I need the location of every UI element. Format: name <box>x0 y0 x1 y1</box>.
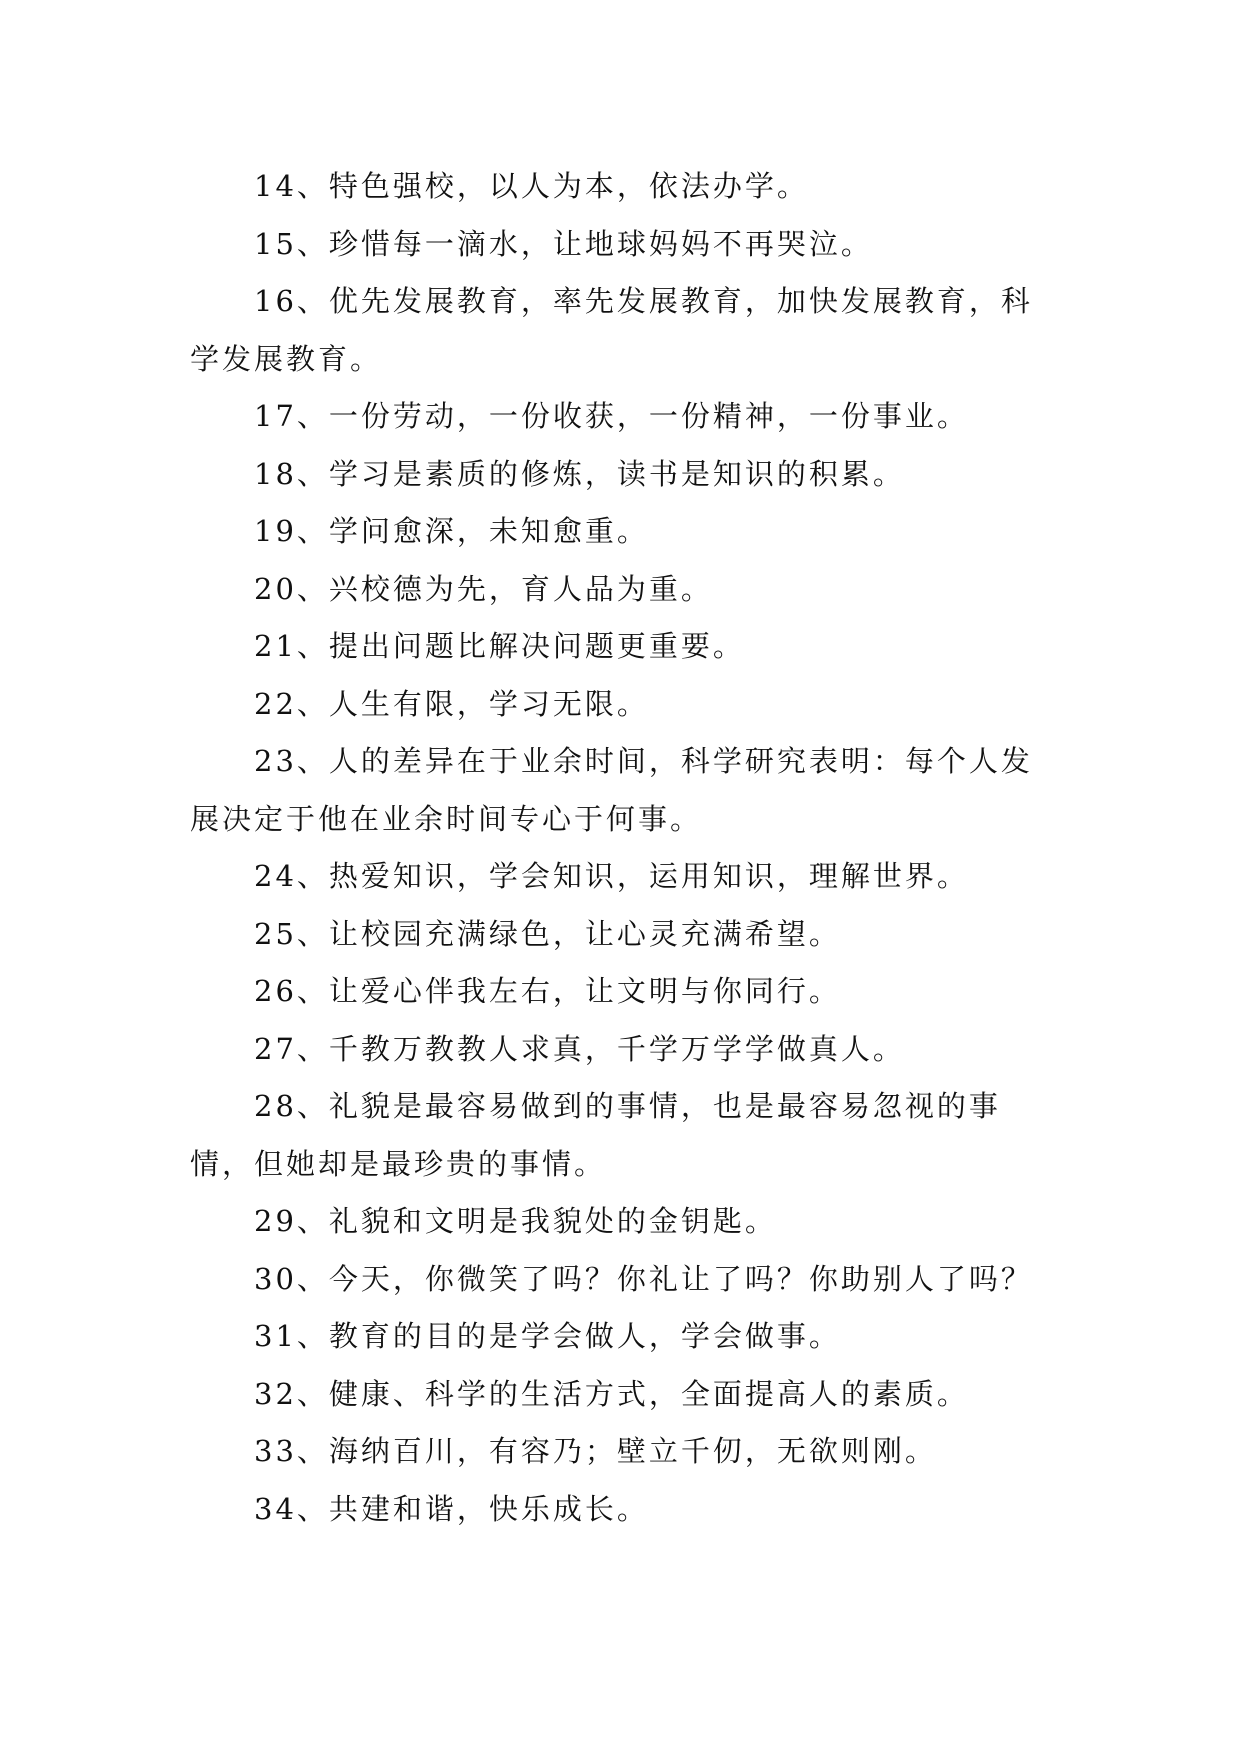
paragraph-21: 21、提出问题比解决问题更重要。 <box>254 629 745 663</box>
paragraph-15: 15、珍惜每一滴水，让地球妈妈不再哭泣。 <box>254 226 873 261</box>
paragraph-30: 30、今天，你微笑了吗？你礼让了吗？你助别人了吗？ <box>254 1261 1033 1296</box>
paragraph-16: 16、优先发展教育，率先发展教育，加快发展教育，科学发展教育。 <box>190 284 1033 376</box>
paragraph-24: 24、热爱知识，学会知识，运用知识，理解世界。 <box>254 859 969 893</box>
paragraph-29: 29、礼貌和文明是我貌处的金钥匙。 <box>254 1204 777 1238</box>
paragraph-26: 26、让爱心伴我左右，让文明与你同行。 <box>254 974 841 1008</box>
paragraph-34: 34、共建和谐，快乐成长。 <box>254 1491 649 1526</box>
paragraph-18: 18、学习是素质的修炼，读书是知识的积累。 <box>254 456 905 491</box>
paragraph-17: 17、一份劳动，一份收获，一份精神，一份事业。 <box>254 399 969 433</box>
paragraph-25: 25、让校园充满绿色，让心灵充满希望。 <box>254 916 841 951</box>
paragraph-23: 23、人的差异在于业余时间，科学研究表明：每个人发展决定于他在业余时间专心于何事。 <box>190 744 1033 836</box>
paragraph-20: 20、兴校德为先，育人品为重。 <box>254 571 713 606</box>
paragraph-33: 33、海纳百川，有容乃；壁立千仞，无欲则刚。 <box>254 1434 937 1468</box>
paragraph-22: 22、人生有限，学习无限。 <box>254 686 649 721</box>
paragraph-14: 14、特色强校，以人为本，依法办学。 <box>254 169 809 203</box>
paragraph-32: 32、健康、科学的生活方式，全面提高人的素质。 <box>254 1376 969 1411</box>
document-body <box>190 158 1050 1538</box>
paragraph-31: 31、教育的目的是学会做人，学会做事。 <box>254 1319 841 1353</box>
paragraph-28: 28、礼貌是最容易做到的事情，也是最容易忽视的事情，但她却是最珍贵的事情。 <box>190 1089 1001 1181</box>
paragraph-19: 19、学问愈深，未知愈重。 <box>254 514 649 548</box>
paragraph-27: 27、千教万教教人求真，千学万学学做真人。 <box>254 1031 905 1066</box>
